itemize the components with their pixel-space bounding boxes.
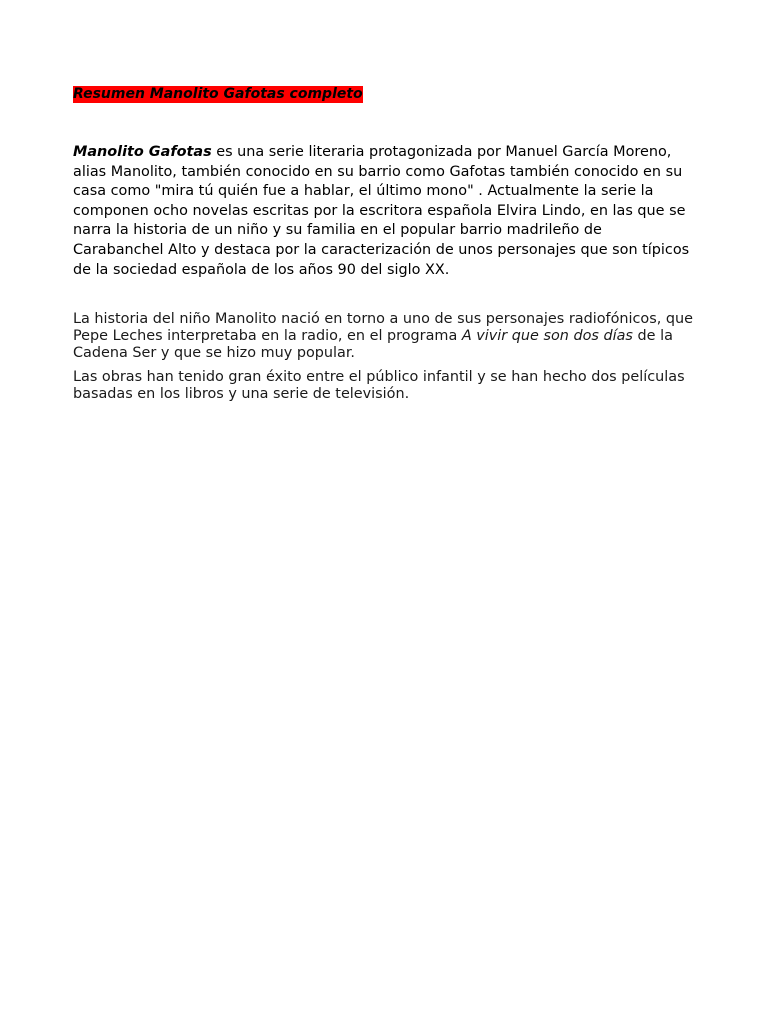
paragraph-intro (73, 143, 693, 280)
paragraph-origin-text-1: La historia del niño Manolito nació en torno a uno de sus personajes radiofónicos, que (73, 311, 693, 327)
paragraph-origin-text-2: interpretaba en la radio, en el programa (162, 328, 462, 344)
program-name: A vivir que son dos días (461, 328, 633, 344)
paragraph-origin (73, 311, 693, 362)
paragraph-intro-text: es una serie literaria protagonizada por Manuel García Moreno, alias Manolito, también conocido en su barrio como Gafotas también conocido en su casa como "mira tú quién fue a hablar, el último mono" . Actualmente la serie la componen ocho novelas escritas por la escritora española Elvira Lindo, en las que se narra la historia de un niño y su familia en el popular barrio madrileño de Carabanchel Alto y destaca por la caracterización de unos personajes que son típicos de la sociedad española de los años 90 del siglo XX. (73, 144, 690, 278)
pepe-leches-link[interactable]: Pepe Leches (73, 328, 163, 344)
series-name: Manolito Gafotas (73, 144, 212, 160)
paragraph-origin-text-3: de la Cadena Ser y que se hizo muy popular. (73, 328, 673, 361)
paragraph-success: Las obras han tenido gran éxito entre el público infantil y se han hecho dos películas basadas en los libros y una serie de televisión. (73, 369, 685, 402)
document-title: Resumen Manolito Gafotas completo (73, 86, 363, 102)
